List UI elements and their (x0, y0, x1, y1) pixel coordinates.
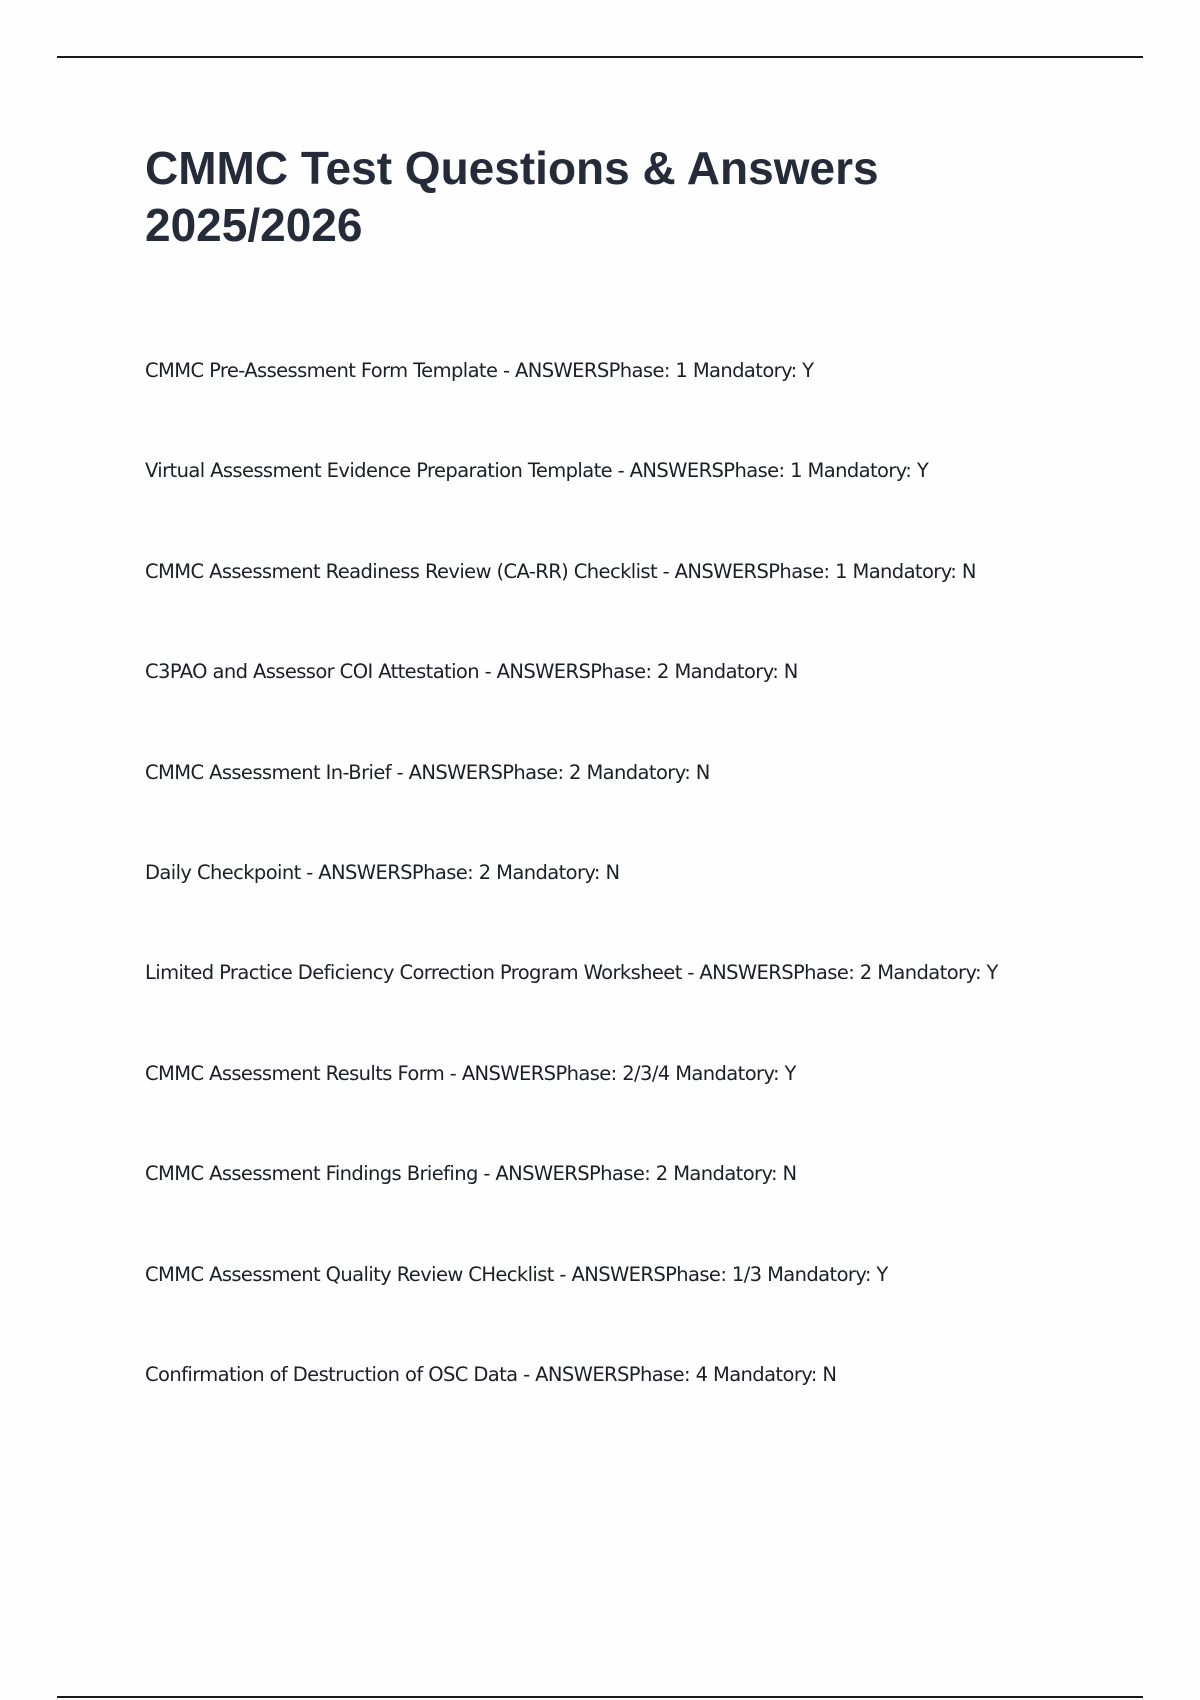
list-item: CMMC Assessment In-Brief - ANSWERSPhase: 2 Mandatory: N (145, 760, 710, 784)
title-line-1: CMMC Test Questions & Answers (145, 142, 879, 194)
list-item: CMMC Assessment Results Form - ANSWERSPhase: 2/3/4 Mandatory: Y (145, 1061, 796, 1085)
list-item: CMMC Assessment Quality Review CHecklist - ANSWERSPhase: 1/3 Mandatory: Y (145, 1262, 888, 1286)
bottom-divider (57, 1696, 1143, 1698)
top-divider (57, 56, 1143, 58)
title-line-2: 2025/2026 (145, 199, 363, 251)
list-item: Virtual Assessment Evidence Preparation Template - ANSWERSPhase: 1 Mandatory: Y (145, 459, 929, 483)
list-item: Limited Practice Deficiency Correction Program Worksheet - ANSWERSPhase: 2 Mandatory: Y (145, 961, 998, 985)
page-title (145, 140, 1045, 254)
list-item: CMMC Assessment Readiness Review (CA-RR) Checklist - ANSWERSPhase: 1 Mandatory: N (145, 559, 976, 583)
list-item: Confirmation of Destruction of OSC Data - ANSWERSPhase: 4 Mandatory: N (145, 1362, 837, 1386)
list-item: CMMC Pre-Assessment Form Template - ANSWERSPhase: 1 Mandatory: Y (145, 359, 814, 382)
list-item: C3PAO and Assessor COI Attestation - ANSWERSPhase: 2 Mandatory: N (145, 660, 798, 684)
question-answer-list (145, 358, 1145, 1462)
list-item: Daily Checkpoint - ANSWERSPhase: 2 Mandatory: N (145, 860, 620, 884)
list-item: CMMC Assessment Findings Briefing - ANSWERSPhase: 2 Mandatory: N (145, 1162, 797, 1186)
